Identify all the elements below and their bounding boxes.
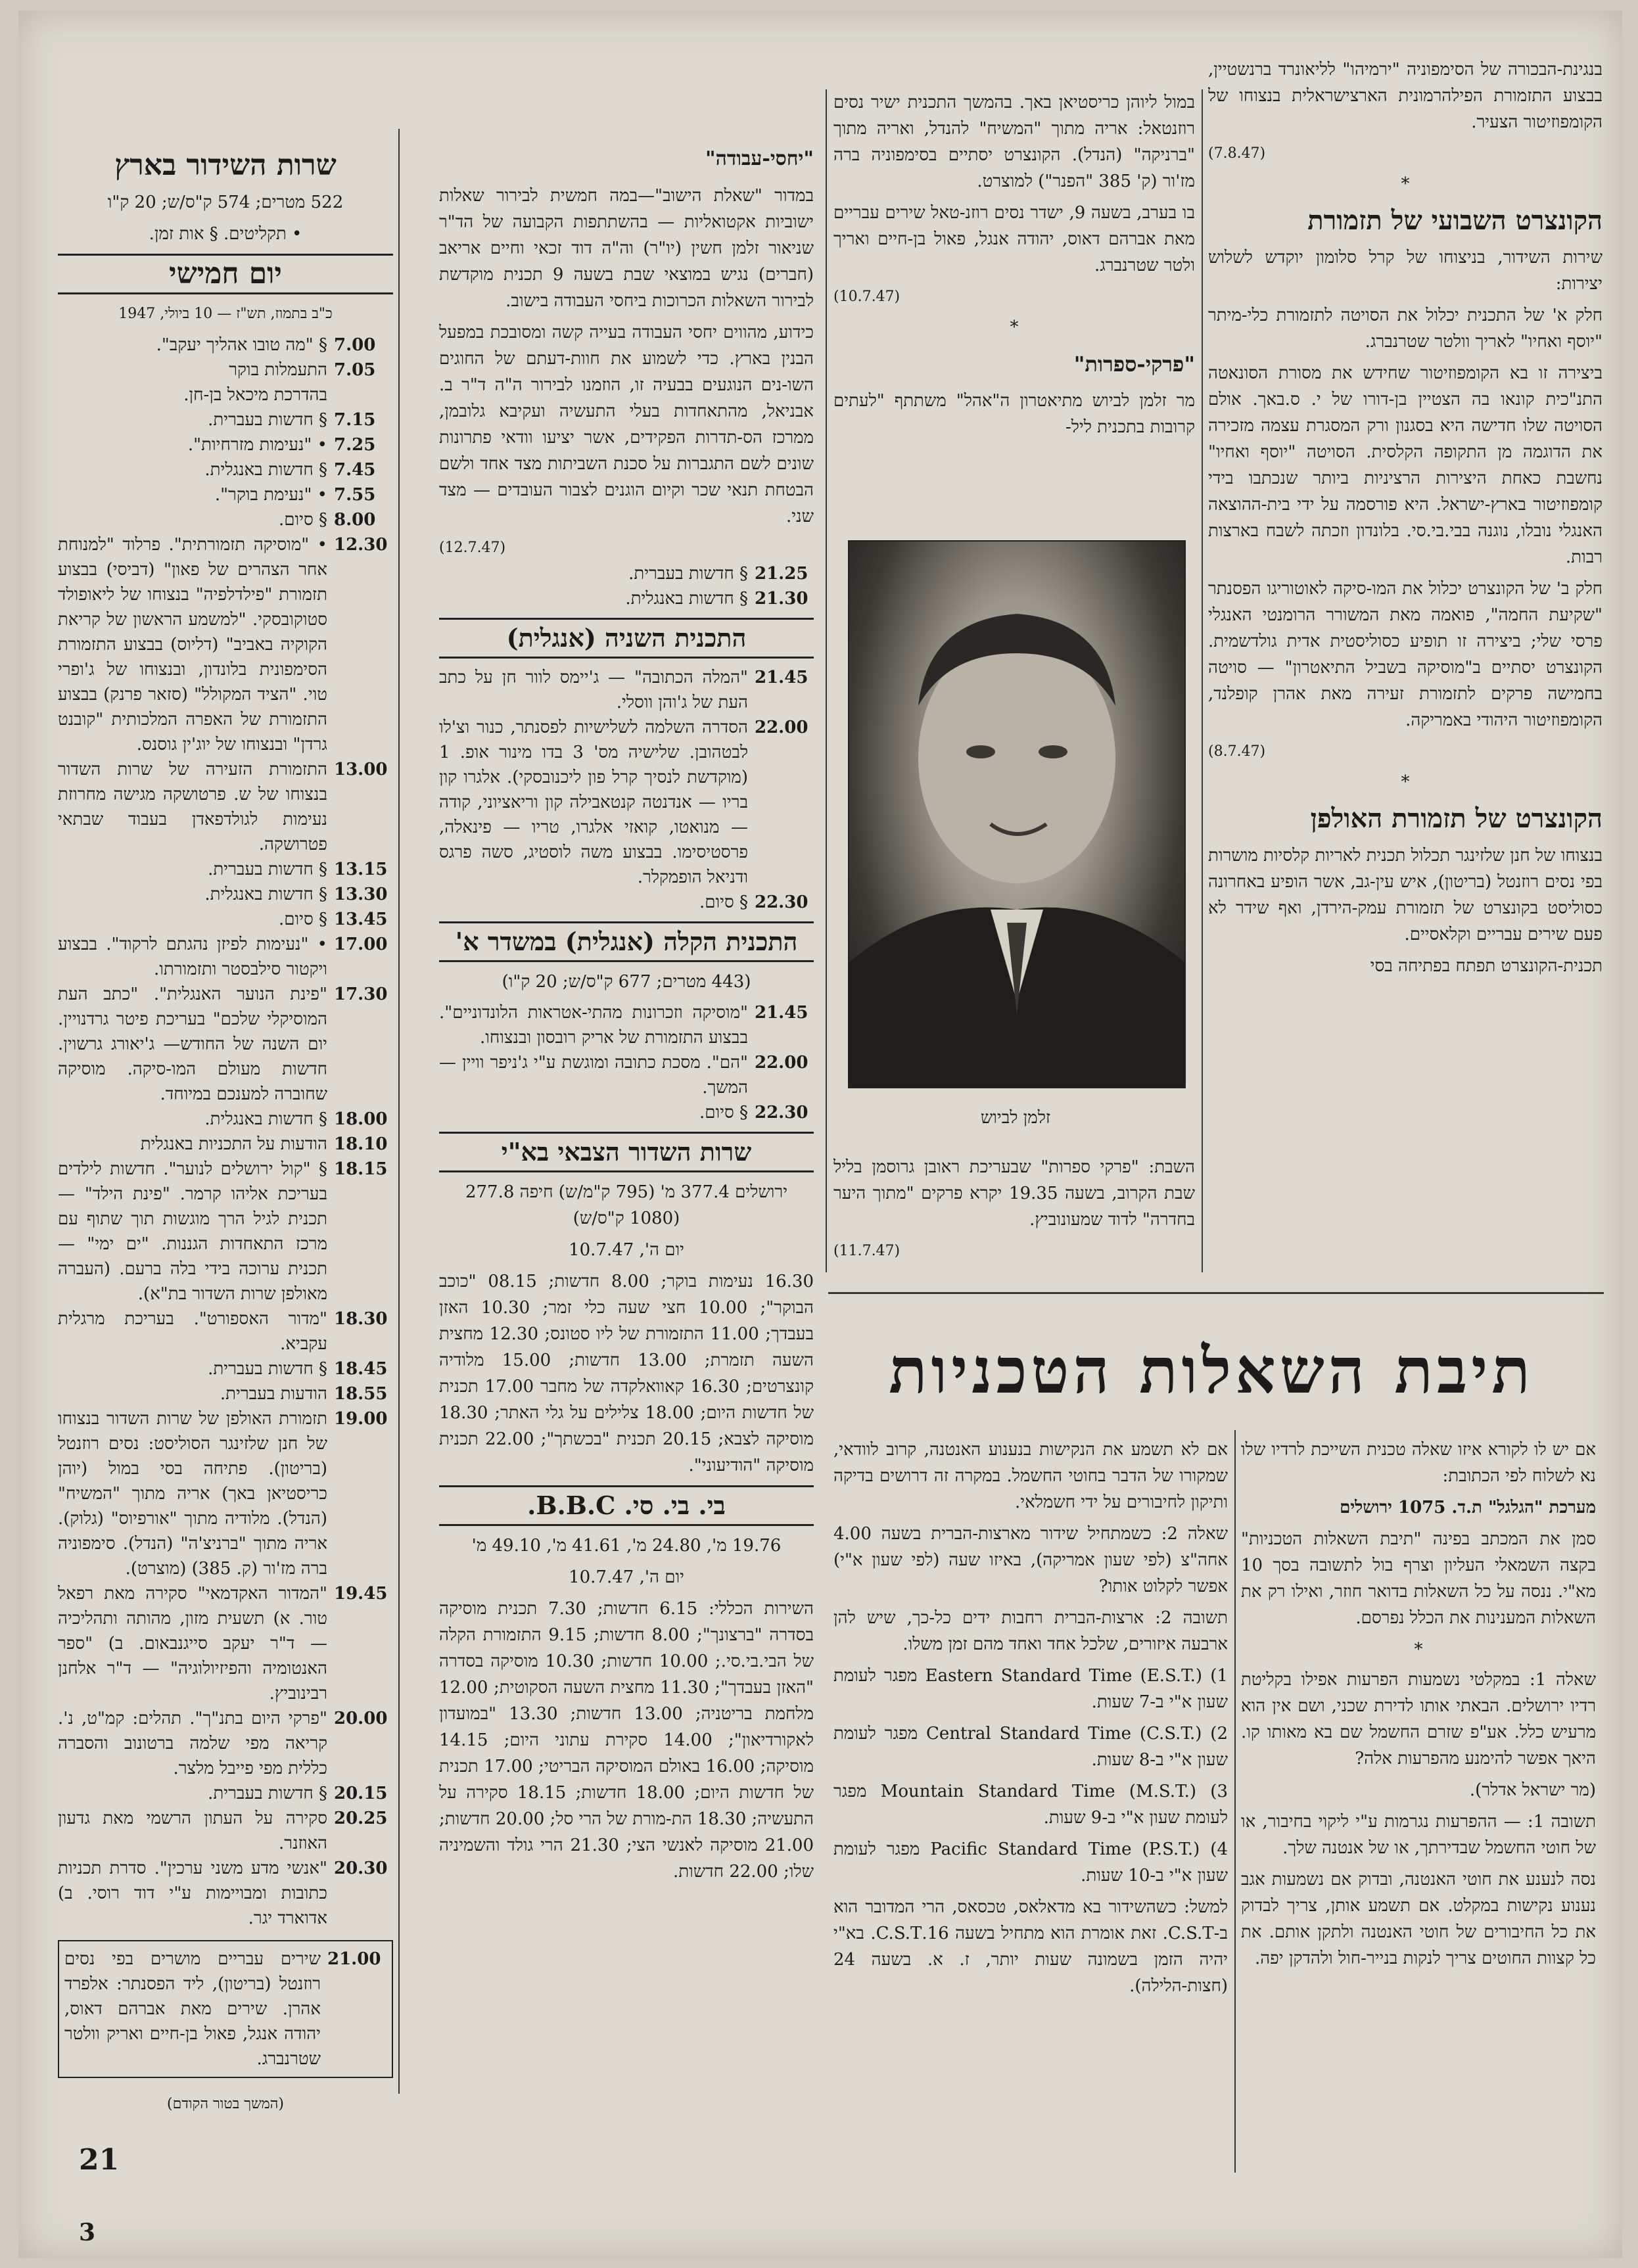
schedule-item — [58, 1107, 393, 1132]
date-stamp: (12.7.47) — [439, 540, 506, 556]
schedule-title: שרות השידור בארץ — [114, 149, 337, 182]
schedule-item — [58, 1706, 393, 1781]
schedule-item — [58, 482, 393, 507]
schedule-desc: "המדור האקדמאי" סקירה מאת רפאל טור. א) תשעית מזון, מהותה ותהליכיה — ד"ר יעקב סייגנבאום. ב) "ספר האנטומיה והפיזיולוגיה" — ד"ר אלחנן רבינוביץ. — [58, 1584, 327, 1703]
schedule-desc: • "נעימות מזרחיות". — [187, 435, 327, 455]
question: שאלה 2: כשמתחיל שידור מארצות-הברית בשעה 4.00 אחה"צ (לפי שעון אמריקה), באיזו שעה (לפי שעון א"י) אפשר לקלוט אותו? — [833, 1524, 1228, 1596]
schedule-item — [58, 1356, 393, 1381]
column-rule — [1202, 89, 1203, 1272]
paragraph: מר זלמן לביוש מתיאטרון ה"אהל" משתתף "לעתים קרובות בתכנית ליל- — [833, 391, 1195, 437]
station-info: 522 מטרים; 574 ק"ס/ש; 20 ק"ו — [107, 193, 344, 212]
schedule-column — [58, 142, 393, 2153]
paragraph: במדור "שאלת הישוב"—במה חמשית לבירור שאלות ישוביות אקטואליות — בהשתתפות הקבועה של הד"ר שניאור זלמן חשין (יו"ר) וה"ה דוד זכאי וחיים אריאב (חברים) נגיש במוצאי שבת בשעה 9 תכנית מוקדשת לבירור השאלות הכרוכות ביחסי העבודה בישוב. — [439, 186, 814, 311]
paragraph: אם לא תשמע את הנקישות בנענוע האנטנה, קרוב לוודאי, שמקורו של הדבר בחוטי החשמל. במקרה זה דרושים בדיקה ותיקון לחיבורים על ידי חשמלאי. — [833, 1440, 1228, 1512]
schedule-item — [58, 432, 393, 457]
schedule-item — [58, 507, 393, 532]
schedule-item: 21.30 § חדשות באנגלית. — [625, 589, 808, 609]
schedule-item: 22.30 § סיום. — [699, 892, 808, 912]
schedule-desc: § חדשות בעברית. — [208, 860, 327, 879]
date-stamp: (10.7.47) — [833, 289, 901, 305]
schedule-item: 22.00 הסדרה השלמה לשלישיות לפסנתר, כנור וצ'לו לבטהובן. שלישיה מס' 3 בדו מינור אופ. 1 (מוקדשת לנסיך קרל פון ליכנובסקי). אלגרו קון בריו — אנדנטה קנטאבילה קון וריאציוני, קודה — מנואטו, קואזי אלגרו, טריו — פינאלה, פרסטיסימו. בבצוע משה לוסטיג, סשה פרגס ודניאל הופמקלר. — [439, 718, 808, 887]
station-info: (443 מטרים; 677 ק"ס/ש; 20 ק"ו) — [502, 972, 751, 992]
paragraph: שירות השידור, בניצוחו של קרל סלומון יוקדש לשלוש יצירות: — [1208, 248, 1603, 294]
day-title: יום חמישי — [58, 254, 393, 294]
schedule-item — [58, 1406, 393, 1581]
schedule-item: 22.00 "הם". מסכת כתובה ומוגשת ע"י ג'ניפר וויין — המשך. — [439, 1053, 808, 1098]
schedule-desc: "מדור האספורט". בעריכת מרגלית עקביא. — [58, 1309, 327, 1354]
schedule-desc: § חדשות באנגלית. — [204, 1109, 327, 1129]
address: מערכת "הגלגל" ת.ד. 1075 ירושלים — [1340, 1498, 1596, 1517]
schedule-time: 17.00 — [334, 935, 388, 954]
schedule-time: 8.00 — [334, 510, 376, 530]
schedule-time: 7.15 — [334, 410, 376, 430]
schedule-time: 7.55 — [334, 485, 376, 505]
schedule-item — [58, 757, 393, 857]
paragraph: נסה לנענע את חוטי האנטנה, ובדוק אם נשמעות אגב נענוע נקישות במקלט. אם תשמע אותן, צריך לבדוק את כל החיבורים של חוטי האנטנה ולתקן אותם. את כל קצוות החוטים צריך לנקות בנייר-חול ולהדקן יפה. — [1241, 1870, 1596, 1968]
schedule-item: 21.45 "המלה הכתובה" — ג'יימס לוור חן על כתב העת של ג'והן ווסלי. — [439, 668, 808, 712]
middle-column-top — [833, 89, 1195, 536]
schedule-item: 22.30 § סיום. — [699, 1103, 808, 1122]
schedule-time: 13.30 — [334, 885, 388, 904]
broadcast-date: יום ה', 10.7.47 — [569, 1567, 684, 1587]
schedule-desc: התזמורת הזעירה של שרות השדור בנצוחו של ש. פרטושקה מגישה מחרוזת נעימות לגולדפאדן בעבוד שבתאי פטרושקה. — [58, 760, 327, 854]
schedule-time: 19.00 — [334, 1409, 388, 1429]
answer: תשובה 2: ארצות-הברית רחבות ידים כל-כך, שיש להן ארבעה איזורים, שלכל אחד ואחד מהם זמן משלו. — [833, 1608, 1228, 1654]
schedule-desc: הודעות בעברית. — [220, 1384, 327, 1404]
broadcast-date: יום ה', 10.7.47 — [569, 1240, 684, 1260]
schedule-item — [58, 532, 393, 757]
schedule-item: 21.00 שירים עבריים מושרים בפי נסים רוזנטל (בריטון), ליד הפסנתר: אלפרד אהרן. שירים מאת אברהם דאוס, יהודה אנגל, פאול בן-חיים ואריק וולטר שטרנברג. — [64, 1949, 381, 2069]
paragraph: כידוע, מהווים יחסי העבודה בעייה קשה ומסובכת במפעל הבנין בארץ. כדי לשמוע את חוות-דעתם של החוגים השו-נים הנוגעים בבעיה זו, הוזמנו לבירור ה"ה ד"ר ב. אבניאל, מהתאחדות בעלי התעשיה ועקיבא גלובמן, ממרכז הס-תדרות הפקידים, אשר יציעו וודאי פתרונות שונים לשם התגברות על סכנת השביתות מצד אחד ולשם הבטחת תנאי שכר וקיום הוגנים לצבור העובדים — מצד שני. — [439, 323, 814, 526]
paragraph: בו בערב, בשעה 9, ישדר נסים רוזנ-טאל שירים עבריים מאת אברהם דאוס, יהודה אנגל, פאול בן-חיים ואריך ולטר שטרנברג. — [833, 203, 1195, 275]
article-heading: הקונצרט של תזמורת האולפן — [1310, 803, 1603, 834]
schedule-item — [58, 358, 393, 382]
paragraph: במול ליוהן כריסטיאן באך. בהמשך התכנית ישיר נסים רוזנטאל: אריה מתוך "המשיח" להנדל, ואריה מתוך "ברניקה" (הנדל). הקונצרט יסתיים בסימפוניה ברה מז'ור (ק' 385 "הפנר") למוצרט. — [833, 93, 1195, 191]
left-middle-column — [439, 135, 814, 1962]
paragraph: חלק ב' של הקונצרט יכלול את המו-סיקה לאוטוריגו הפסנתר "שקיעת החמה", פואמה מאת המשורר הרומנטי האנגלי פרסי שלי; ביצירה זו תופיע כסוליסטית אדית גולדשמית. הקונצרט יסתיים ב"מוסיקה בשביל התיאטרון" — סויטה בחמישה פרקים לתזמורת זעירה מאת אהרן קופלנד, הקומפוזיטור היהודי באמריקה. — [1208, 579, 1603, 730]
corner-number: 3 — [79, 2219, 96, 2246]
schedule-time: 12.30 — [334, 535, 388, 555]
schedule-time: 7.45 — [334, 460, 376, 480]
schedule-desc: "אנשי מדע משני ערכין". סדרת תכניות כתובות ומבויימות ע"י דוד רוסי. ב) אדוארד יגר. — [58, 1859, 327, 1928]
schedule-text: השירות הכללי: 6.15 חדשות; 7.30 תכנית מוסיקה בסדרה "ברצונך"; 8.00 חדשות; 9.15 התזמורת הקלה של הבי.בי.סי.; 10.00 חדשות; 10.30 מוסיקה בסדרה "האזן בעבדך"; 11.30 מחצית השעה הסקוטית; 12.00 מלחמת בריטניה; 13.00 חדשות; 13.30 "במועדון לאקורדיאון"; 14.00 סקירת עתוני היום; 14.15 מוסיקה; 16.00 באולם המוסיקה הבריטי; 17.00 תכנית של חדשות היום; 18.00 חדשות; 18.15 סקירה על התעשיה; 18.30 הת-מורת של הרי סל; 20.00 חדשות; 21.00 מוסיקה לאנשי הצי; 21.30 הרי גולד והשמיניה שלו; 22.00 חדשות. — [439, 1599, 814, 1882]
schedule-time: 20.30 — [334, 1859, 388, 1878]
section-title: בי. בי. סי. B.B.C. — [439, 1485, 814, 1526]
schedule-desc: § "קול ירושלים לנוער". חדשות לילדים בעריכת אליהו קרמר. "פינת הילד" — תכנית לגיל הרך מוגשות תוך שתוף עם מרכז התאחדות הגננות. "ים ימי" — תכנית ערוכה בידי בלה ברעם. (העברה מאולפן שרות השדור בת"א). — [58, 1159, 327, 1304]
schedule-item — [58, 907, 393, 932]
schedule-time — [334, 382, 393, 407]
schedule-list — [58, 333, 393, 1931]
portrait-image — [849, 542, 1184, 1087]
schedule-time: 18.00 — [334, 1109, 388, 1129]
schedule-time: 18.15 — [334, 1159, 388, 1179]
section-title: התכנית השניה (אנגלית) — [439, 618, 814, 659]
column-rule — [826, 89, 827, 1272]
schedule-time: 17.30 — [334, 984, 388, 1004]
answer: תשובה 1: — ההפרעות נגרמות ע"י ליקוי בחיבור, או של חוטי החשמל שבדירתך, או של אנטנה שלך. — [1241, 1812, 1596, 1858]
paragraph: בנצוחו של חנן שלזינגר תכלול תכנית לאריות קלסיות מושרות בפי נסים רוזנטל (בריטון), איש עין-גב, אשר הופיע באחרונה כסוליסט בקונצרט של תזמורת עמק-הירדן, ואף שידר לא פעם שירים עבריים וקלאסיים. — [1208, 846, 1603, 944]
section-title: תיבת השאלות הטכניות — [889, 1333, 1534, 1408]
article-heading: הקונצרט השבועי של תזמורת — [1307, 205, 1603, 236]
schedule-time: 19.45 — [334, 1584, 388, 1604]
schedule-item — [58, 1856, 393, 1931]
schedule-desc: הודעות על התכניות באנגלית — [140, 1134, 327, 1154]
schedule-desc: • "מוסיקה תזמורתית". פרלוד "למנוחת אחר הצהרים של פאון" (דביסי) בבצוע תזמורת "פילדלפיה" בנצוחו של ליאופולד סטוקובסקי. "למשמע הראשון של קריאת הקוקיה באביב" (דליוס) בבצוע התזמורת הסימפונית בלונדון, ובנצוחו של ג'ופרי טוי. "הציד המקולל" (סזאר פרנק) בבצוע התזמורת של האפרה המלכותית "קובנט גרדן" ובנצוחו של יוג'ין גוסנס. — [58, 535, 327, 754]
newspaper-page — [18, 11, 1622, 2258]
schedule-time: 13.45 — [334, 910, 388, 929]
time-zone: 2) Central Standard Time (C.S.T.) מפגר לעומת שעון א"י ב-8 שעות. — [833, 1724, 1228, 1770]
schedule-item — [58, 457, 393, 482]
paragraph: ביצירה זו בא הקומפוזיטור שחידש את מסורת הסונאטה התנ"כית קונאו בה הצטיין בן-דורו של י. ס.באך. אולם הסויטה שלו חדישה היא בסגנון ורק המסגרת עצמה מזכירה את הדוגמה מן התקופה הקלסית. הסויטה "יוסף ואחיו" נחשבת כאחת היצירות הרציניות ביותר שנכתבו בידי קומפוזיטור בארץ-ישראל. היא פורסמה על ידי בית-ההוצאה האנגלי נובלו, נוגנה בבי.בי.סי. בלונדון וזכתה לשבח בארצות רבות. — [1208, 363, 1603, 567]
column-rule — [1234, 1430, 1236, 2173]
schedule-desc: "פינת הנוער האנגלית". "כתב העת המוסיקלי שלכם" בעריכת פיטר גרדנויין. יום השנה של החודש— ג'יאורג גרשוין. חדשות מעולם המו-סיקה. מוסיקה שחוברה למענכם במיוחד. — [58, 984, 327, 1104]
article-heading: "פרקי-ספרות" — [1073, 352, 1195, 377]
paragraph: אם יש לו לקורא איזו שאלה טכנית השייכת לרדיו שלו נא לשלוח לפי הכתובת: — [1241, 1440, 1596, 1486]
schedule-desc: § חדשות באנגלית. — [204, 460, 327, 480]
schedule-time: 7.05 — [334, 360, 376, 380]
schedule-item — [58, 1381, 393, 1406]
schedule-item: 21.45 "מוסיקה וזכרונות מהתי-אטראות הלונדוניים". בבצוע התזמורת של אריק רובסון ובנצוחו. — [439, 1003, 808, 1048]
schedule-item — [58, 1806, 393, 1856]
schedule-desc: § סיום. — [278, 910, 327, 929]
schedule-time: 18.45 — [334, 1359, 388, 1379]
schedule-time: 18.55 — [334, 1384, 388, 1404]
schedule-item: 21.25 § חדשות בעברית. — [628, 564, 808, 584]
station-info: ירושלים 377.4 מ' (795 ק"מ/ש) חיפה 277.8 (1080 ק"ס/ש) — [465, 1182, 788, 1228]
separator-star: * — [1401, 174, 1410, 194]
time-zone: 3) Mountain Standard Time (M.S.T.) מפגר לעומת שעון א"י ב-9 שעות. — [833, 1782, 1228, 1828]
paragraph: בנגינת-הבכורה של הסימפוניה "ירמיהו" לליאונרד ברנשטיין, בבצוע התזמורת הפילהרמונית הארצישראלית בנצוחו של הקומפוזיטור הצעיר. — [1208, 60, 1603, 132]
schedule-desc: תזמורת האולפן של שרות השדור בנצוחו של חנן שלזינגר הסוליסט: נסים רוזנטל (בריטון). פתיחה בסי במול (יוהן כריסטיאן באך) אריה מתוך "המשיח" (הנדל). מלודיה מתוך "אורפיוס" (גלוק). אריה מתוך "ברניצ'ה" (הנדל). סימפוניה ברה מז'ור (ק. 385) (מוצרט). — [58, 1409, 327, 1579]
schedule-item — [58, 982, 393, 1107]
schedule-time: 13.00 — [334, 760, 388, 779]
separator-star: * — [1414, 1640, 1423, 1659]
schedule-desc: סקירה על העתון הרשמי מאת גדעון האוזנר. — [58, 1809, 327, 1853]
right-column — [1208, 57, 1603, 1285]
page-number: 21 — [79, 2143, 120, 2177]
schedule-item — [58, 1581, 393, 1706]
article-heading: "יחסי-עבודה" — [705, 147, 814, 170]
signature: (מר ישראל אדלר). — [1469, 1780, 1596, 1800]
schedule-desc: • "נעימות לפיזן נהגתם לרקוד". בבצוע ויקטור סילבסטר ותזמורתו. — [58, 935, 327, 979]
schedule-item — [58, 382, 393, 407]
schedule-text: 16.30 נעימות בוקר; 8.00 חדשות; 08.15 "כוכב הבוקר"; 10.00 חצי שעה כלי זמר; 10.30 האזן בעבדך; 11.00 התזמורת של ליו סטונס; 12.30 מחצית השעה תזמרת; 13.00 חדשות; 15.00 מלודיה קונצרטים; 16.30 קאוואלקדה של מחבר 17.00 תכנית של חדשות היום; 18.00 צלילים על גלי האתר; 18.30 מוסיקה לצבא; 20.15 תכנית "בכשתך"; 22.00 תכנית מוסיקה "הודיעוני". — [439, 1272, 814, 1475]
schedule-item — [58, 1132, 393, 1157]
schedule-time: 13.15 — [334, 860, 388, 879]
legend: • תקליטים. § אות זמן. — [149, 224, 302, 244]
schedule-desc: § חדשות בעברית. — [208, 410, 327, 430]
section-title: שרות השדור הצבאי בא"י — [439, 1132, 814, 1172]
schedule-time: 20.25 — [334, 1809, 388, 1828]
separator-star: * — [1401, 772, 1410, 792]
schedule-desc: • "נעימת בוקר". — [214, 485, 327, 505]
schedule-desc: § חדשות באנגלית. — [204, 885, 327, 904]
schedule-desc: "פרקי היום בתנ"ך". תהלים: קמ"ט, נ'. קריאה מפי שלמה ברטונוב והסברה כללית מפי פייבל מלצר. — [58, 1709, 327, 1778]
schedule-item — [58, 1157, 393, 1307]
highlight-box — [58, 1940, 393, 2078]
schedule-desc: § סיום. — [278, 510, 327, 530]
paragraph: למשל: כשהשידור בא מדאלאס, טכסאס, הרי המדובר הוא ב-C.S.T. זאת אומרת הוא מתחיל בשעה 16.C.S.T. בא"י יהיה הזמן בשמונה שעות יותר, ז. א. בשעה 24 (חצות-הלילה). — [833, 1897, 1228, 1996]
broadcast-date: כ"ב בתמוז, תש"ז — 10 ביולי, 1947 — [118, 306, 333, 322]
schedule-item — [58, 1781, 393, 1806]
paragraph: סמן את המכתב בפינה "תיבת השאלות הטכניות" בקצה השמאלי העליון וצרף בול לתשובה בסך 10 מא"י. ננסה על כל השאלות בדואר חוזר, ואילו רק את השאלות המענינות את הכלל נפרסם. — [1241, 1529, 1596, 1628]
column-rule — [398, 129, 400, 2094]
section-rule — [828, 1292, 1604, 1294]
schedule-time: 20.00 — [334, 1709, 388, 1728]
date-stamp: (8.7.47) — [1208, 743, 1266, 760]
section-title: התכנית הקלה (אנגלית) במשדר א' — [439, 921, 814, 962]
schedule-time: 18.10 — [334, 1134, 388, 1154]
paragraph: השבת: "פרקי ספרות" שבעריכת ראובן גרוסמן בליל שבת הקרוב, בשעה 19.35 יקרא פרקים "מתוך היער בחדרה" לדוד שמעונוביץ. — [833, 1157, 1195, 1230]
schedule-desc: התעמלות בוקר — [229, 360, 327, 380]
qa-right-column — [1241, 1437, 1596, 2179]
schedule-time: 7.00 — [334, 335, 376, 355]
schedule-time: 18.30 — [334, 1309, 388, 1329]
schedule-desc: § חדשות בעברית. — [208, 1784, 327, 1803]
time-zone: 1) Eastern Standard Time (E.S.T.) מפגר לעומת שעון א"י ב-7 שעות. — [833, 1666, 1228, 1712]
schedule-time: 7.25 — [334, 435, 376, 455]
schedule-item — [58, 882, 393, 907]
schedule-item — [58, 932, 393, 982]
qa-left-column — [833, 1437, 1228, 2179]
schedule-item — [58, 857, 393, 882]
separator-star: * — [1010, 317, 1019, 337]
continued-note: (המשך בטור הקודם) — [167, 2096, 284, 2112]
middle-column-bottom — [833, 1154, 1195, 1285]
schedule-desc: § חדשות בעברית. — [208, 1359, 327, 1379]
date-stamp: (7.8.47) — [1208, 145, 1266, 162]
portrait-photo — [848, 540, 1186, 1088]
station-info: 19.76 מ', 24.80 מ', 41.61 מ', 49.10 מ' — [471, 1536, 782, 1556]
schedule-item — [58, 407, 393, 432]
schedule-item — [58, 1307, 393, 1356]
paragraph: תכנית-הקונצרט תפתח בפתיחה בסי — [1370, 956, 1603, 976]
photo-caption: זלמן לביוש — [980, 1108, 1051, 1128]
schedule-item — [58, 333, 393, 358]
paragraph: חלק א' של התכנית יכלול את הסויטה לתזמורת כלי-מיתר "יוסף ואחיו" לאריך וולטר שטרנברג. — [1208, 306, 1603, 352]
time-zone: 4) Pacific Standard Time (P.S.T.) מפגר לעומת שעון א"י ב-10 שעות. — [833, 1840, 1228, 1886]
schedule-time: 20.15 — [334, 1784, 388, 1803]
date-stamp: (11.7.47) — [833, 1243, 901, 1259]
schedule-desc: בהדרכת מיכאל בן-חן. — [183, 385, 327, 405]
question: שאלה 1: במקלטי נשמעות הפרעות אפילו בקליטת רדיו ירושלים. הבאתי אותו לדירת שכני, ושם אין הוא מרעיש כלל. אע"פ שזרם החשמל שם בא מאותו קו. היאך אפשר להימנע מהפרעות אלה? — [1241, 1670, 1596, 1769]
schedule-desc: § "מה טובו אהליך יעקב". — [156, 335, 327, 355]
